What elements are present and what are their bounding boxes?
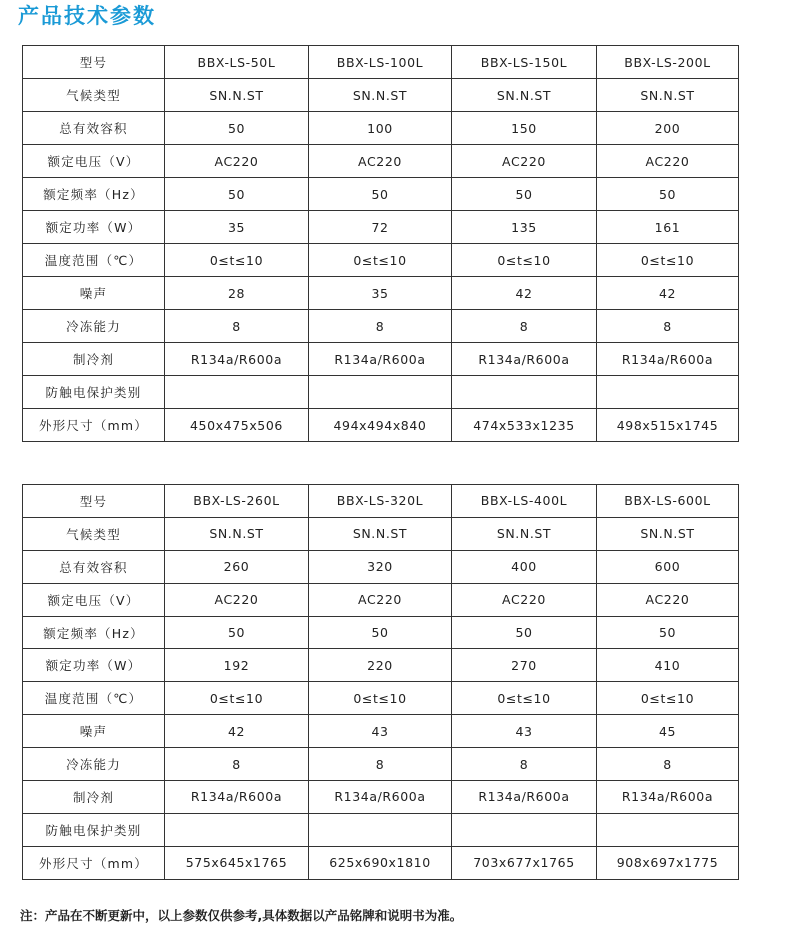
table-cell: 50: [597, 178, 739, 211]
row-label: 额定频率（Hz）: [23, 616, 165, 649]
table-cell: 43: [309, 715, 452, 748]
table-cell: R134a/R600a: [165, 781, 309, 814]
table-cell: 192: [165, 649, 309, 682]
table-cell: [165, 813, 309, 846]
table-cell: 270: [452, 649, 597, 682]
table-cell: 8: [165, 310, 309, 343]
table-cell: 50: [165, 178, 309, 211]
table-cell: 8: [452, 310, 597, 343]
table-row: [23, 178, 739, 211]
row-label: 外形尺寸（mm）: [23, 846, 165, 879]
row-label: 噪声: [23, 715, 165, 748]
table-cell: 474x533x1235: [452, 409, 597, 442]
table-cell: R134a/R600a: [452, 343, 597, 376]
row-label: 制冷剂: [23, 781, 165, 814]
table-row: [23, 846, 739, 879]
table-cell: BBX-LS-260L: [165, 485, 309, 518]
table-cell: 0≤t≤10: [309, 682, 452, 715]
table-cell: 200: [597, 112, 739, 145]
table-cell: 8: [597, 310, 739, 343]
table-cell: 42: [597, 277, 739, 310]
table-cell: 0≤t≤10: [309, 244, 452, 277]
table-cell: AC220: [165, 583, 309, 616]
table-cell: BBX-LS-200L: [597, 46, 739, 79]
row-label: 额定电压（V）: [23, 145, 165, 178]
table-cell: BBX-LS-100L: [309, 46, 452, 79]
row-label: 型号: [23, 485, 165, 518]
table-cell: AC220: [452, 583, 597, 616]
table-cell: 908x697x1775: [597, 846, 739, 879]
table-cell: 8: [597, 748, 739, 781]
row-label: 防触电保护类别: [23, 813, 165, 846]
table-cell: AC220: [597, 583, 739, 616]
table-cell: 625x690x1810: [309, 846, 452, 879]
table-row: [23, 748, 739, 781]
table-cell: SN.N.ST: [597, 517, 739, 550]
table-cell: SN.N.ST: [309, 517, 452, 550]
table-cell: 8: [309, 748, 452, 781]
row-label: 温度范围（℃）: [23, 244, 165, 277]
table-cell: [452, 813, 597, 846]
table-cell: 260: [165, 550, 309, 583]
table-cell: SN.N.ST: [165, 79, 309, 112]
row-label: 外形尺寸（mm）: [23, 409, 165, 442]
table-row: [23, 244, 739, 277]
table-row: [23, 310, 739, 343]
row-label: 额定频率（Hz）: [23, 178, 165, 211]
table-cell: [597, 376, 739, 409]
row-label: 总有效容积: [23, 112, 165, 145]
table-cell: AC220: [165, 145, 309, 178]
table-cell: 50: [597, 616, 739, 649]
table-cell: BBX-LS-400L: [452, 485, 597, 518]
table-row: [23, 277, 739, 310]
table-row: [23, 145, 739, 178]
table-cell: 35: [309, 277, 452, 310]
table-row: [23, 583, 739, 616]
table-cell: 703x677x1765: [452, 846, 597, 879]
table-cell: 498x515x1745: [597, 409, 739, 442]
row-label: 防触电保护类别: [23, 376, 165, 409]
table-cell: 8: [165, 748, 309, 781]
table-cell: 220: [309, 649, 452, 682]
table-cell: 400: [452, 550, 597, 583]
table-cell: BBX-LS-320L: [309, 485, 452, 518]
table-cell: R134a/R600a: [309, 781, 452, 814]
table-cell: 0≤t≤10: [452, 244, 597, 277]
table-cell: R134a/R600a: [309, 343, 452, 376]
table-cell: SN.N.ST: [597, 79, 739, 112]
table-cell: BBX-LS-600L: [597, 485, 739, 518]
table-cell: [452, 376, 597, 409]
footnote: 注：产品在不断更新中，以上参数仅供参考,具体数据以产品铭牌和说明书为准。: [20, 908, 463, 923]
page-title: 产品技术参数: [18, 4, 156, 28]
table-cell: BBX-LS-50L: [165, 46, 309, 79]
table-cell: [309, 376, 452, 409]
table-cell: 0≤t≤10: [597, 682, 739, 715]
table-cell: SN.N.ST: [452, 517, 597, 550]
table-cell: 0≤t≤10: [165, 682, 309, 715]
row-label: 气候类型: [23, 517, 165, 550]
table-cell: 600: [597, 550, 739, 583]
table-cell: SN.N.ST: [452, 79, 597, 112]
table-cell: 0≤t≤10: [165, 244, 309, 277]
table-row: [23, 517, 739, 550]
row-label: 额定电压（V）: [23, 583, 165, 616]
table-cell: 50: [452, 616, 597, 649]
table-cell: 575x645x1765: [165, 846, 309, 879]
table-cell: AC220: [452, 145, 597, 178]
row-label: 制冷剂: [23, 343, 165, 376]
table-cell: AC220: [309, 583, 452, 616]
table-cell: [309, 813, 452, 846]
table-row: [23, 682, 739, 715]
row-label: 冷冻能力: [23, 310, 165, 343]
spec-table-1: [22, 45, 739, 442]
spec-table-2: [22, 484, 739, 880]
table-row: [23, 79, 739, 112]
table-row: [23, 343, 739, 376]
table-cell: 50: [165, 616, 309, 649]
table-cell: SN.N.ST: [165, 517, 309, 550]
table-row: [23, 211, 739, 244]
table-row: [23, 409, 739, 442]
table-cell: 135: [452, 211, 597, 244]
table-cell: BBX-LS-150L: [452, 46, 597, 79]
row-label: 气候类型: [23, 79, 165, 112]
table-cell: 8: [309, 310, 452, 343]
row-label: 温度范围（℃）: [23, 682, 165, 715]
table-cell: R134a/R600a: [597, 781, 739, 814]
table-row: [23, 715, 739, 748]
table-cell: 35: [165, 211, 309, 244]
table-row: [23, 376, 739, 409]
table-cell: 320: [309, 550, 452, 583]
table-cell: [165, 376, 309, 409]
table-cell: 8: [452, 748, 597, 781]
table-cell: 50: [165, 112, 309, 145]
table-cell: [597, 813, 739, 846]
table-row: [23, 485, 739, 518]
table-row: [23, 46, 739, 79]
row-label: 额定功率（W）: [23, 649, 165, 682]
table-cell: 50: [452, 178, 597, 211]
table-cell: R134a/R600a: [597, 343, 739, 376]
table-cell: 161: [597, 211, 739, 244]
row-label: 噪声: [23, 277, 165, 310]
table-cell: 43: [452, 715, 597, 748]
table-cell: R134a/R600a: [452, 781, 597, 814]
table-cell: AC220: [597, 145, 739, 178]
table-cell: 50: [309, 616, 452, 649]
table-cell: 50: [309, 178, 452, 211]
table-cell: 100: [309, 112, 452, 145]
table-cell: 0≤t≤10: [452, 682, 597, 715]
table-cell: 450x475x506: [165, 409, 309, 442]
table-cell: R134a/R600a: [165, 343, 309, 376]
table-cell: 72: [309, 211, 452, 244]
table-cell: 28: [165, 277, 309, 310]
table-cell: 494x494x840: [309, 409, 452, 442]
table-cell: 45: [597, 715, 739, 748]
table-cell: 410: [597, 649, 739, 682]
table-cell: AC220: [309, 145, 452, 178]
table-row: [23, 112, 739, 145]
table-row: [23, 781, 739, 814]
row-label: 冷冻能力: [23, 748, 165, 781]
row-label: 额定功率（W）: [23, 211, 165, 244]
table-row: [23, 550, 739, 583]
table-cell: SN.N.ST: [309, 79, 452, 112]
table-row: [23, 813, 739, 846]
table-row: [23, 649, 739, 682]
table-cell: 42: [452, 277, 597, 310]
table-row: [23, 616, 739, 649]
table-cell: 150: [452, 112, 597, 145]
table-cell: 42: [165, 715, 309, 748]
table-cell: 0≤t≤10: [597, 244, 739, 277]
row-label: 总有效容积: [23, 550, 165, 583]
row-label: 型号: [23, 46, 165, 79]
